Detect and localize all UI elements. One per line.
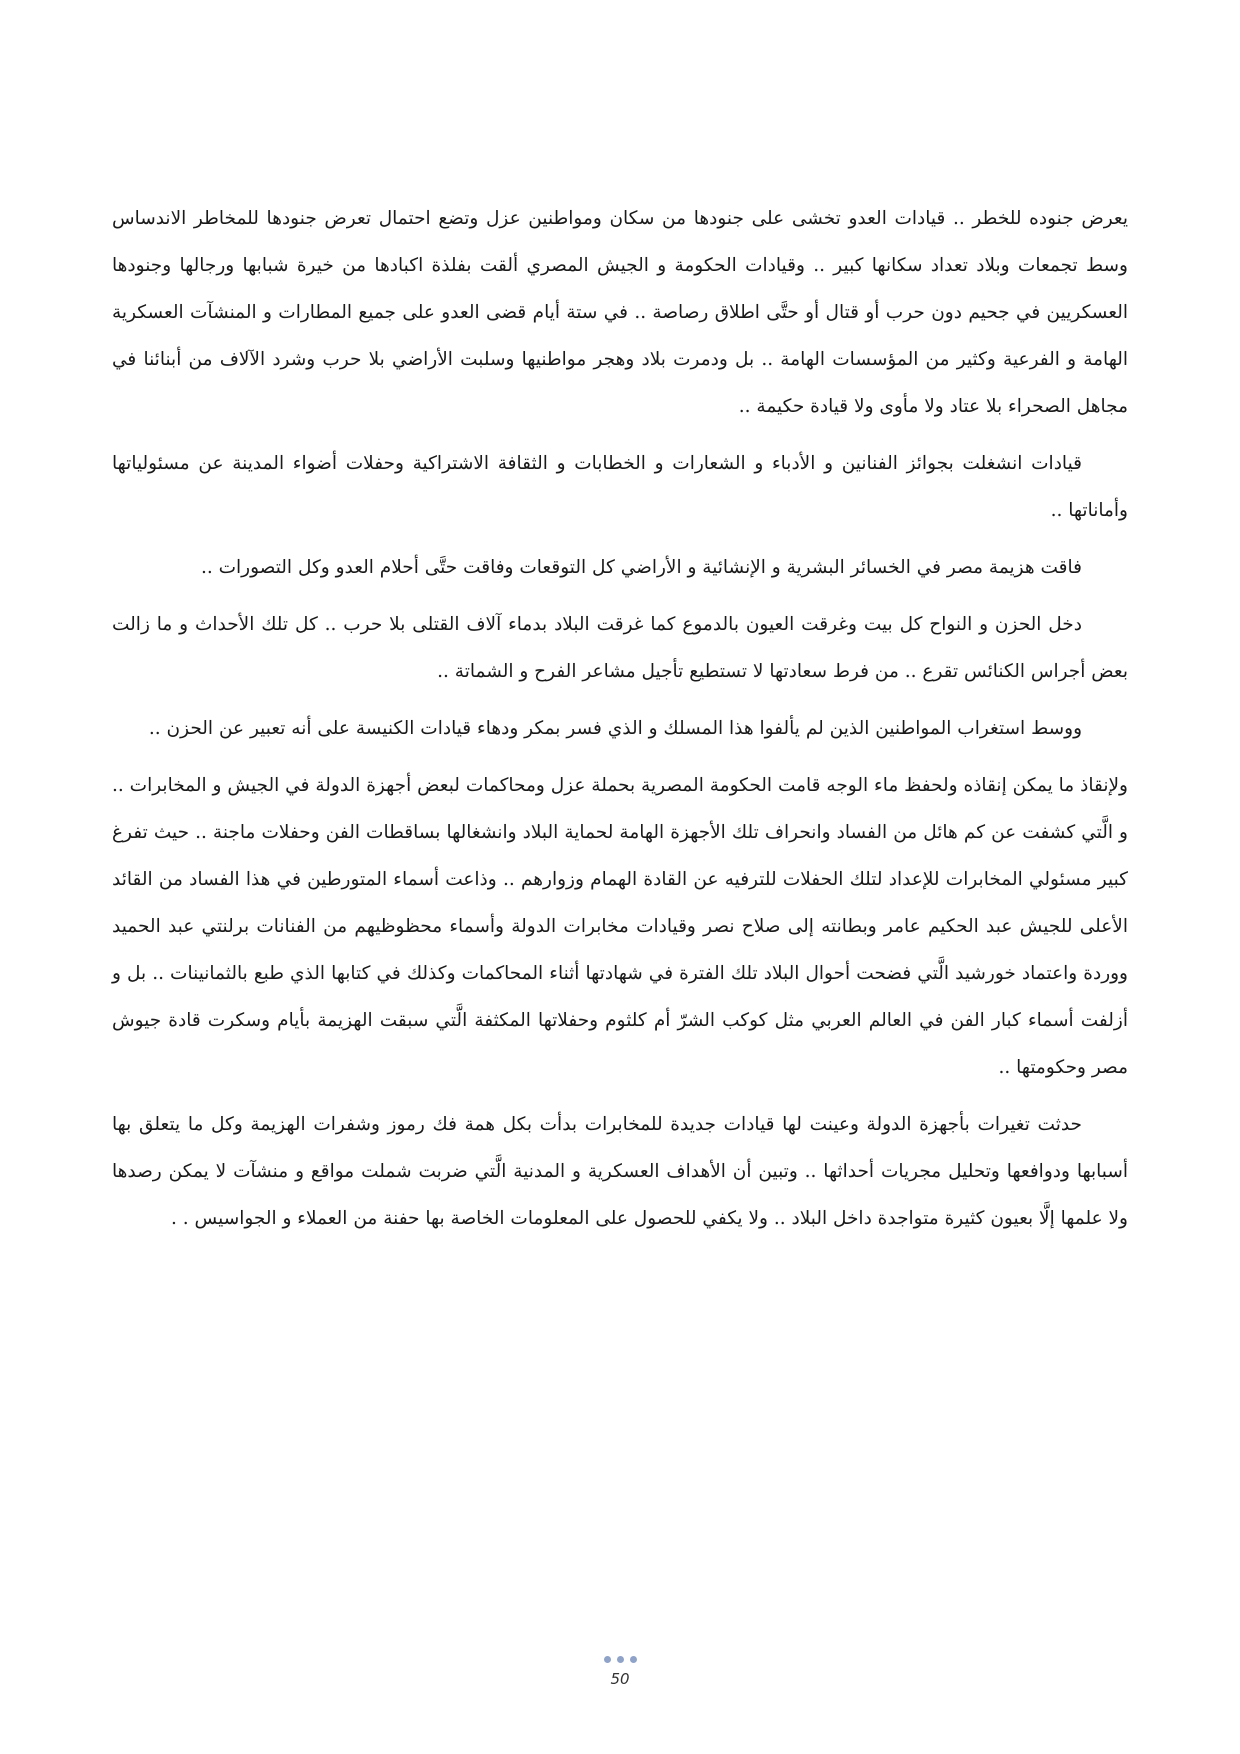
dot-icon — [604, 1656, 611, 1663]
dot-icon — [630, 1656, 637, 1663]
paragraph-5: ووسط استغراب المواطنين الذين لم يألفوا هذا المسلك و الذي فسر بمكر ودهاء قيادات الكنيسة على أنه تعبير عن الحزن .. — [148, 718, 1082, 739]
paragraph-6: ولإنقاذ ما يمكن إنقاذه ولحفظ ماء الوجه قامت الحكومة المصرية بحملة عزل ومحاكمات لبعض أجهزة الدولة في الجيش و المخابرات .. و الَّتي كشفت عن كم هائل من الفساد وانحراف تلك الأجهزة الهامة لحماية البلاد وانشغالها بساقطات الفن وحفلات ماجنة .. حيث تفرغ كبير مسئولي المخابرات للإعداد لتلك الحفلات للترفيه عن القادة الهمام وزوارهم .. وذاعت أسماء المتورطين في هذا الفساد من القائد الأعلى للجيش عبد الحكيم عامر وبطانته إلى صلاح نصر وقيادات مخابرات الدولة وأسماء محظوظيهم من الفنانات برلنتي عبد الحميد ووردة واعتماد خورشيد الَّتي فضحت أحوال البلاد تلك الفترة في شهادتها أثناء المحاكمات وكذلك في كتابها الذي طبع بالثمانينات .. بل و أزلفت أسماء كبار الفن في العالم العربي مثل كوكب الشرّ أم كلثوم وحفلاتها المكثفة الَّتي سبقت الهزيمة بأيام وسكرت قادة جيوش مصر وحكومتها .. — [112, 775, 1128, 1078]
page-footer — [0, 1650, 1240, 1688]
dot-icon — [617, 1656, 624, 1663]
page-number: 50 — [610, 1670, 630, 1688]
paragraph-1: يعرض جنوده للخطر .. قيادات العدو تخشى على جنودها من سكان ومواطنين عزل وتضع احتمال تعرض جنودها للمخاطر الاندساس وسط تجمعات وبلاد تعداد سكانها كبير .. وقيادات الحكومة و الجيش المصري ألقت بفلذة اكبادها من خيرة شبابها ورجالها وجنودها العسكريين في جحيم دون حرب أو قتال أو حتَّى اطلاق رصاصة .. في ستة أيام قضى العدو على جميع المطارات و المنشآت العسكرية الهامة و الفرعية وكثير من المؤسسات الهامة .. بل ودمرت بلاد وهجر مواطنيها وسلبت الأراضي بلا حرب وشرد الآلاف من أبنائنا في مجاهل الصحراء بلا عتاد ولا مأوى ولا قيادة حكيمة .. — [112, 208, 1128, 417]
footer-dots-ornament — [604, 1656, 637, 1664]
page-body — [112, 195, 1128, 1252]
paragraph-2: قيادات انشغلت بجوائز الفنانين و الأدباء و الشعارات و الخطابات و الثقافة الاشتراكية وحفلات أضواء المدينة عن مسئولياتها وأماناتها .. — [112, 453, 1128, 521]
paragraph-7: حدثت تغيرات بأجهزة الدولة وعينت لها قيادات جديدة للمخابرات بدأت بكل همة فك رموز وشفرات الهزيمة وكل ما يتعلق بها أسبابها ودوافعها وتحليل مجريات أحداثها .. وتبين أن الأهداف العسكرية و المدنية الَّتي ضربت شملت مواقع و منشآت لا يمكن رصدها ولا علمها إلَّا بعيون كثيرة متواجدة داخل البلاد .. ولا يكفي للحصول على المعلومات الخاصة بها حفنة من العملاء و الجواسيس . . — [112, 1114, 1128, 1229]
paragraph-4: دخل الحزن و النواح كل بيت وغرقت العيون بالدموع كما غرقت البلاد بدماء آلاف القتلى بلا حرب .. كل تلك الأحداث و ما زالت بعض أجراس الكنائس تقرع .. من فرط سعادتها لا تستطيع تأجيل مشاعر الفرح و الشماتة .. — [112, 614, 1128, 682]
paragraph-3: فاقت هزيمة مصر في الخسائر البشرية و الإنشائية و الأراضي كل التوقعات وفاقت حتَّى أحلام العدو وكل التصورات .. — [200, 557, 1082, 578]
